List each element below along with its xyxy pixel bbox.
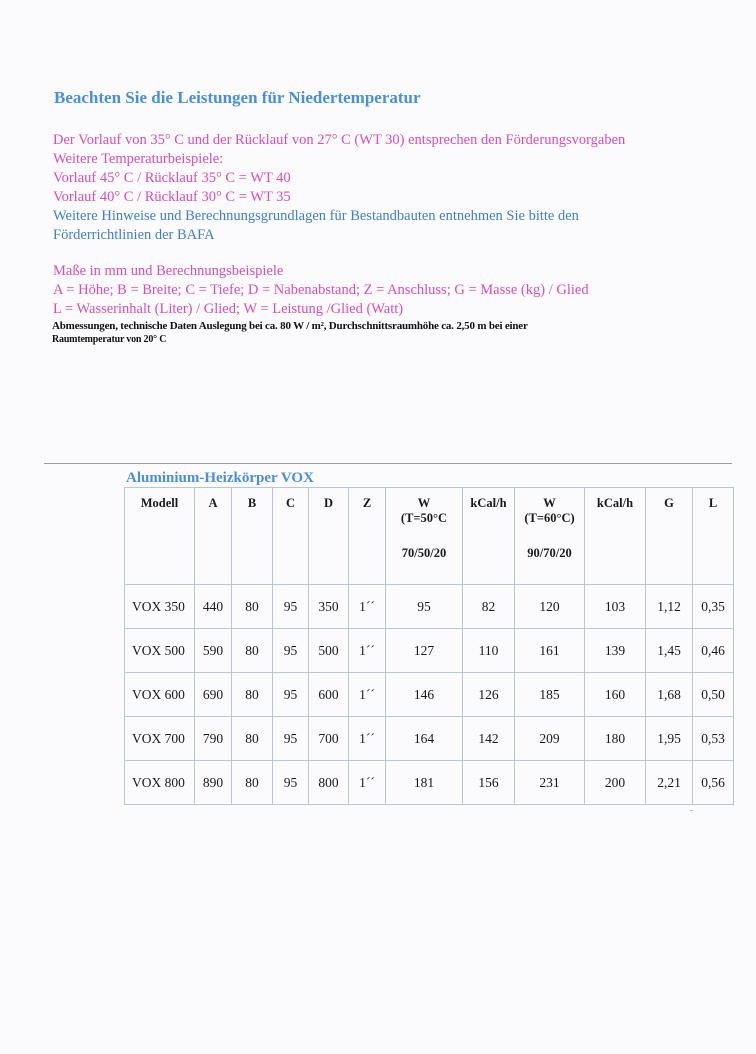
header-a: A — [195, 488, 232, 585]
cell-c: 95 — [273, 761, 309, 805]
cell-c: 95 — [273, 717, 309, 761]
design-note-line-2: Raumtemperatur von 20° C — [52, 334, 167, 345]
cell-w-50: 164 — [386, 717, 463, 761]
cell-kcal-2: 200 — [585, 761, 646, 805]
legend-line-2: A = Höhe; B = Breite; C = Tiefe; D = Nabenabstand; Z = Anschluss; G = Masse (kg) / Glied — [53, 282, 589, 298]
cell-b: 80 — [232, 761, 273, 805]
cell-l: 0,56 — [693, 761, 734, 805]
cell-z: 1´´ — [349, 761, 386, 805]
cell-b: 80 — [232, 717, 273, 761]
cell-modell: VOX 500 — [125, 629, 195, 673]
header-w-60-note: 90/70/20 — [527, 546, 572, 560]
header-c: C — [273, 488, 309, 585]
table-row — [125, 717, 734, 761]
cell-c: 95 — [273, 585, 309, 629]
page-heading: Beachten Sie die Leistungen für Niedertemperatur — [54, 88, 421, 107]
cell-b: 80 — [232, 673, 273, 717]
cell-d: 700 — [309, 717, 349, 761]
cell-b: 80 — [232, 629, 273, 673]
cell-kcal-1: 126 — [463, 673, 515, 717]
note-line-5: Weitere Hinweise und Berechnungsgrundlagen für Bestandbauten entnehmen Sie bitte den — [53, 208, 579, 224]
table-header-row — [125, 488, 734, 585]
cell-l: 0,35 — [693, 585, 734, 629]
temperature-notes — [53, 131, 625, 245]
cell-w-60: 209 — [515, 717, 585, 761]
table-title: Aluminium-Heizkörper VOX — [126, 470, 314, 486]
note-line-6: Förderrichtlinien der BAFA — [53, 227, 215, 243]
cell-z: 1´´ — [349, 673, 386, 717]
cell-c: 95 — [273, 629, 309, 673]
header-w-50 — [386, 488, 463, 585]
cell-w-60: 185 — [515, 673, 585, 717]
cell-w-60: 231 — [515, 761, 585, 805]
legend-line-3: L = Wasserinhalt (Liter) / Glied; W = Leistung /Glied (Watt) — [53, 301, 404, 317]
design-note — [52, 319, 528, 347]
cell-l: 0,46 — [693, 629, 734, 673]
table-row — [125, 761, 734, 805]
cell-kcal-1: 82 — [463, 585, 515, 629]
cell-kcal-1: 142 — [463, 717, 515, 761]
cell-d: 600 — [309, 673, 349, 717]
header-b: B — [232, 488, 273, 585]
header-modell: Modell — [125, 488, 195, 585]
table-row — [125, 585, 734, 629]
header-w-60-label: W — [543, 496, 556, 510]
header-w-50-label: W — [417, 496, 431, 510]
cell-z: 1´´ — [349, 629, 386, 673]
header-kcal-2: kCal/h — [585, 488, 646, 585]
cell-g: 1,95 — [646, 717, 693, 761]
cell-z: 1´´ — [349, 717, 386, 761]
header-w-60-sub: (T=60°C) — [524, 511, 575, 525]
radiator-spec-table — [124, 487, 734, 805]
header-g: G — [646, 488, 693, 585]
dimension-legend — [53, 262, 589, 319]
note-line-2: Weitere Temperaturbeispiele: — [53, 151, 224, 167]
cell-a: 690 — [195, 673, 232, 717]
header-kcal-1: kCal/h — [463, 488, 515, 585]
cell-w-50: 146 — [386, 673, 463, 717]
cell-a: 590 — [195, 629, 232, 673]
cell-kcal-2: 160 — [585, 673, 646, 717]
cell-modell: VOX 800 — [125, 761, 195, 805]
header-w-50-note: 70/50/20 — [401, 546, 447, 560]
header-l: L — [693, 488, 734, 585]
note-line-3: Vorlauf 45° C / Rücklauf 35° C = WT 40 — [53, 170, 291, 186]
table-row — [125, 629, 734, 673]
cell-d: 350 — [309, 585, 349, 629]
cell-z: 1´´ — [349, 585, 386, 629]
design-note-line-1: Abmessungen, technische Daten Auslegung bei ca. 80 W / m², Durchschnittsraumhöhe ca. 2,50 m bei einer — [52, 320, 528, 332]
cell-kcal-2: 103 — [585, 585, 646, 629]
cell-modell: VOX 700 — [125, 717, 195, 761]
note-line-1: Der Vorlauf von 35° C und der Rücklauf von 27° C (WT 30) entsprechen den Förderungsvorgaben — [53, 132, 626, 148]
cell-b: 80 — [232, 585, 273, 629]
cell-g: 1,68 — [646, 673, 693, 717]
cell-a: 440 — [195, 585, 232, 629]
cell-a: 790 — [195, 717, 232, 761]
cell-g: 1,45 — [646, 629, 693, 673]
cell-w-50: 95 — [386, 585, 463, 629]
cell-w-60: 120 — [515, 585, 585, 629]
header-w-50-sub: (T=50°C — [400, 511, 448, 525]
cell-w-50: 127 — [386, 629, 463, 673]
cell-kcal-2: 139 — [585, 629, 646, 673]
cell-kcal-1: 156 — [463, 761, 515, 805]
table-row — [125, 673, 734, 717]
cell-d: 500 — [309, 629, 349, 673]
cell-g: 2,21 — [646, 761, 693, 805]
divider-line — [44, 463, 732, 464]
note-line-4: Vorlauf 40° C / Rücklauf 30° C = WT 35 — [53, 189, 291, 205]
cell-modell: VOX 600 — [125, 673, 195, 717]
cell-l: 0,53 — [693, 717, 734, 761]
cell-modell: VOX 350 — [125, 585, 195, 629]
scan-speck — [690, 810, 693, 811]
cell-kcal-2: 180 — [585, 717, 646, 761]
legend-line-1: Maße in mm und Berechnungsbeispiele — [53, 263, 284, 279]
cell-kcal-1: 110 — [463, 629, 515, 673]
cell-l: 0,50 — [693, 673, 734, 717]
cell-a: 890 — [195, 761, 232, 805]
cell-g: 1,12 — [646, 585, 693, 629]
header-w-60 — [515, 488, 585, 585]
header-z: Z — [349, 488, 386, 585]
cell-w-60: 161 — [515, 629, 585, 673]
cell-c: 95 — [273, 673, 309, 717]
cell-w-50: 181 — [386, 761, 463, 805]
cell-d: 800 — [309, 761, 349, 805]
header-d: D — [309, 488, 349, 585]
